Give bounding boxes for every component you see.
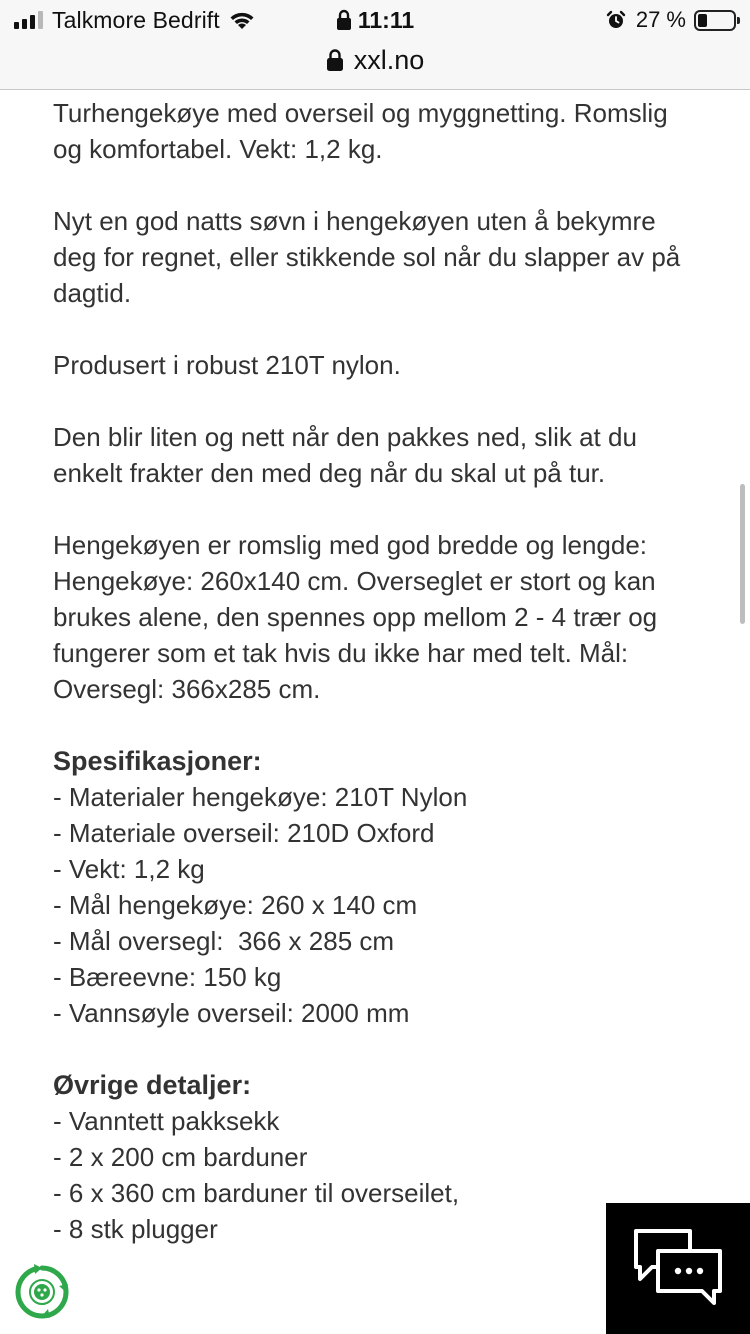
spec-item: - Materialer hengekøye: 210T Nylon <box>53 782 468 812</box>
spec-item: - Mål oversegl: 366 x 285 cm <box>53 926 395 956</box>
description-paragraph: Den blir liten og nett når den pakkes ned, slik at du enkelt frakter den med deg når du skal ut på tur. <box>53 422 637 488</box>
clock: 11:11 <box>357 6 415 33</box>
detail-item: - Vanntett pakksekk <box>53 1106 280 1136</box>
spec-item: - Bæreevne: 150 kg <box>53 962 282 992</box>
spec-item: - Vannsøyle overseil: 2000 mm <box>53 998 410 1028</box>
lock-icon <box>326 48 344 72</box>
recycle-badge[interactable] <box>14 1264 70 1320</box>
battery-percent: 27 % <box>635 7 686 32</box>
detail-item: - 8 stk plugger <box>53 1214 218 1244</box>
recycle-icon <box>14 1264 70 1320</box>
description-paragraph: Turhengekøye med overseil og myggnetting. Romslig og komfortabel. Vekt: 1,2 kg. <box>53 98 668 164</box>
product-description <box>53 95 703 1283</box>
chat-bubbles-icon <box>632 1227 724 1311</box>
specifications-heading: Spesifikasjoner: <box>53 746 262 776</box>
battery-icon <box>694 10 736 31</box>
status-bar-right <box>606 6 736 34</box>
carrier-name: Talkmore Bedrift <box>52 6 220 33</box>
chat-button[interactable] <box>606 1203 750 1334</box>
url-domain[interactable]: xxl.no <box>353 44 425 75</box>
spec-item: - Vekt: 1,2 kg <box>53 854 205 884</box>
spec-item: - Materiale overseil: 210D Oxford <box>53 818 435 848</box>
details-heading: Øvrige detaljer: <box>53 1070 252 1100</box>
description-paragraph: Nyt en god natts søvn i hengekøyen uten å bekymre deg for regnet, eller stikkende sol når du slapper av på dagtid. <box>53 206 681 308</box>
detail-item: - 2 x 200 cm barduner <box>53 1142 308 1172</box>
specifications-list <box>53 779 703 1031</box>
browser-top-bar <box>0 0 750 90</box>
battery-fill <box>698 14 707 27</box>
lock-icon <box>336 9 352 31</box>
spec-item: - Mål hengekøye: 260 x 140 cm <box>53 890 418 920</box>
scrollbar[interactable] <box>740 484 745 624</box>
description-paragraph: Hengekøyen er romslig med god bredde og lengde: Hengekøye: 260x140 cm. Overseglet er stort og kan brukes alene, den spennes opp mellom 2 - 4 trær og fungerer som et tak hvis du ikke har med telt. Mål: Oversegl: 366x285 cm. <box>53 530 658 704</box>
detail-item: - 6 x 360 cm barduner til overseilet, <box>53 1178 460 1208</box>
description-paragraph: Produsert i robust 210T nylon. <box>53 350 401 380</box>
url-bar[interactable] <box>0 42 750 78</box>
alarm-icon <box>606 10 626 30</box>
